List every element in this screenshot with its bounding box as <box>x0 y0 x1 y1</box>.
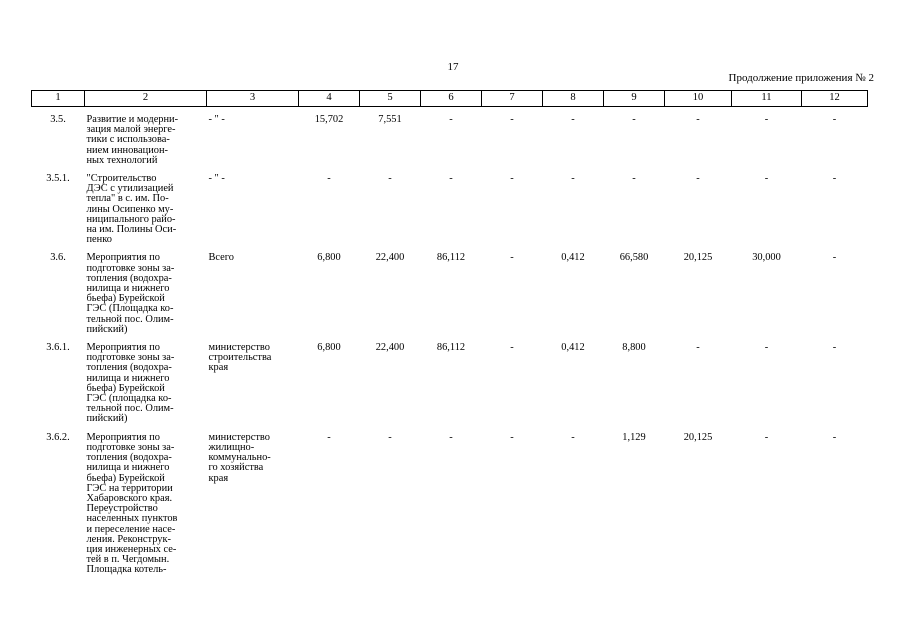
value-cell: - <box>696 173 700 185</box>
item-number: 3.5. <box>50 114 66 125</box>
value-cell: - <box>327 173 331 185</box>
value-cell: - <box>510 342 514 354</box>
column-header: 9 <box>604 91 665 107</box>
value-cell: 22,400 <box>375 342 405 354</box>
column-header: 3 <box>207 91 299 107</box>
item-number: 3.6.2. <box>46 431 70 443</box>
value-cell: - <box>327 431 331 443</box>
column-header: 8 <box>543 91 604 107</box>
value-cell: - <box>764 173 769 185</box>
value-cell: - <box>832 114 837 125</box>
value-cell: - <box>832 431 837 443</box>
value-cell: 7,551 <box>378 114 402 125</box>
value-cell: 86,112 <box>436 342 466 354</box>
value-cell: 22,400 <box>375 252 405 264</box>
value-cell: - <box>388 173 392 185</box>
column-header: 1 <box>32 91 85 107</box>
page-number: 17 <box>447 61 459 73</box>
value-cell: - <box>510 173 514 185</box>
value-cell: 0,412 <box>561 342 585 354</box>
value-cell: - <box>510 431 514 443</box>
value-cell: 8,800 <box>622 342 646 354</box>
value-cell: 30,000 <box>752 252 781 264</box>
item-name: Мероприятия по подготовке зоны за- топления (водохра- нилища и нижнего бьефа) Бурейской ГЭС на территории Хабаровского края. Переустройство населенных пунктов и переселение насе- ления. Реконструк- ция инженерных се- тей в п. Чегдомын. Площадка котель- <box>86 431 178 576</box>
column-header: 6 <box>421 91 482 107</box>
value-cell: 86,112 <box>436 252 466 264</box>
item-number: 3.6. <box>50 252 66 264</box>
value-cell: 1,129 <box>622 431 646 443</box>
value-cell: - <box>571 431 575 443</box>
table-row <box>32 343 868 425</box>
table-row <box>32 174 868 245</box>
column-header: 12 <box>802 91 868 107</box>
value-cell: - <box>632 173 636 185</box>
item-executor: - " - <box>208 114 225 125</box>
column-header: 2 <box>85 91 207 107</box>
item-number: 3.5.1. <box>46 173 70 185</box>
column-header: 5 <box>360 91 421 107</box>
item-name: "Строительство ДЭС с утилизацией тепла" в с. им. По- лины Осипенко му- ниципального райо- на им. Полины Оси- пенко <box>86 173 177 246</box>
appendix-table <box>31 90 868 576</box>
appendix-continuation-label: Продолжение приложения № 2 <box>728 72 874 84</box>
value-cell: 66,580 <box>619 252 649 264</box>
value-cell: - <box>696 342 700 354</box>
item-executor: - " - <box>208 173 225 185</box>
value-cell: - <box>764 342 769 354</box>
value-cell: - <box>571 173 575 185</box>
value-cell: - <box>510 252 514 264</box>
item-executor: министерство строительства края <box>208 342 272 374</box>
item-executor: Всего <box>208 252 234 264</box>
value-cell: - <box>571 114 575 125</box>
value-cell: 15,702 <box>314 114 344 125</box>
value-cell: 0,412 <box>561 252 585 264</box>
table-row <box>32 115 868 166</box>
item-name: Развитие и модерни- зация малой энерге- тики с использова- нием инновацион- ных технологий <box>86 114 179 166</box>
value-cell: 20,125 <box>683 431 713 443</box>
value-cell: 6,800 <box>317 342 341 354</box>
value-cell: 6,800 <box>317 252 341 264</box>
item-name: Мероприятия по подготовке зоны за- топления (водохра- нилища и нижнего бьефа) Бурейской ГЭС (площадка ко- тельной пос. Олим- пийский) <box>86 342 175 425</box>
value-cell: - <box>696 114 700 125</box>
item-executor: министерство жилищно- коммунально- го хозяйства края <box>208 431 271 484</box>
value-cell: - <box>449 114 453 125</box>
table-row <box>32 253 868 335</box>
value-cell: - <box>449 173 453 185</box>
item-number: 3.6.1. <box>46 342 70 354</box>
value-cell: - <box>632 114 636 125</box>
table-header-row <box>32 91 868 107</box>
column-header: 4 <box>299 91 360 107</box>
table-row <box>32 433 868 576</box>
value-cell: - <box>510 114 514 125</box>
column-header: 11 <box>732 91 802 107</box>
value-cell: - <box>764 114 769 125</box>
item-name: Мероприятия по подготовке зоны за- топления (водохра- нилища и нижнего бьефа) Бурейской ГЭС (Площадка ко- тельной пос. Олим- пийский) <box>86 252 175 335</box>
value-cell: - <box>832 173 837 185</box>
value-cell: 20,125 <box>683 252 713 264</box>
value-cell: - <box>388 431 392 443</box>
value-cell: - <box>449 431 453 443</box>
value-cell: - <box>832 342 837 354</box>
value-cell: - <box>764 431 769 443</box>
value-cell: - <box>832 252 837 264</box>
column-header: 7 <box>482 91 543 107</box>
column-header: 10 <box>665 91 732 107</box>
